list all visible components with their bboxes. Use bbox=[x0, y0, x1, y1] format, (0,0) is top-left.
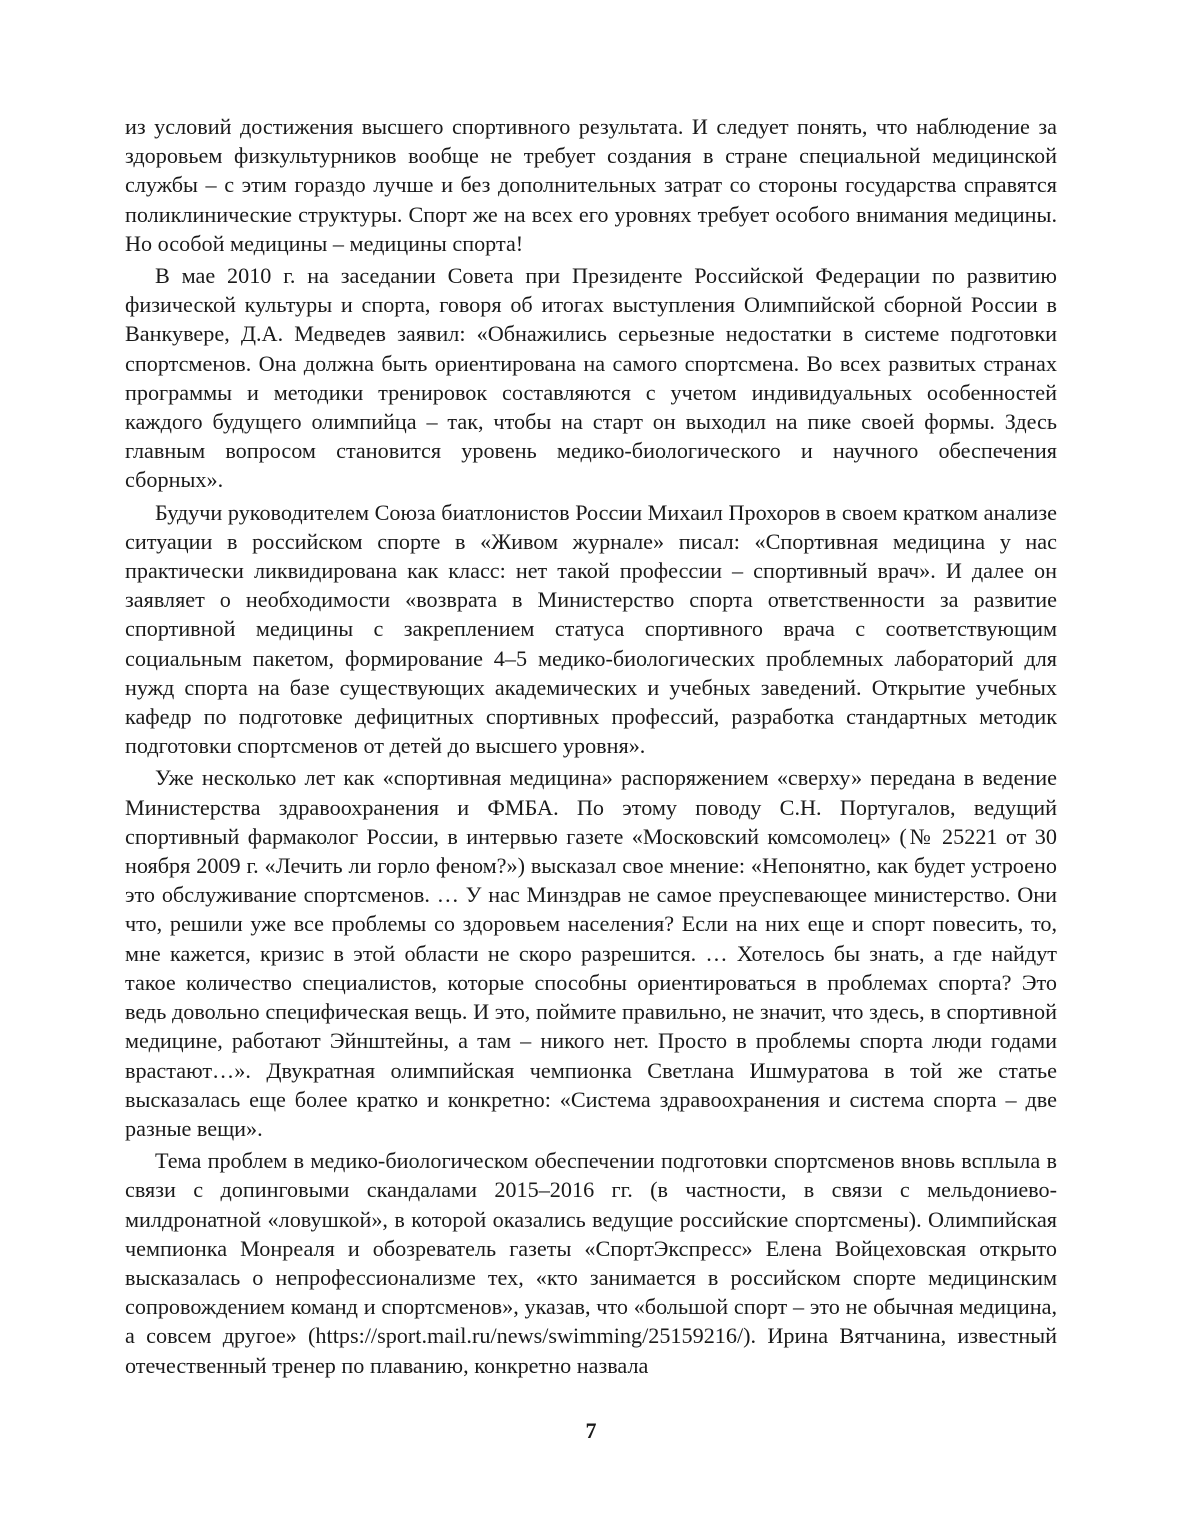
page-number: 7 bbox=[585, 1418, 597, 1443]
body-text bbox=[125, 112, 1057, 1383]
paragraph-1: из условий достижения высшего спортивного результата. И следует понять, что наблюдение за здоровьем физкультурников вообще не требует создания в стране специальной медицинской службы – с этим гораздо лучше и без дополнительных затрат со стороны государства справятся поликлинические структуры. Спорт же на всех его уровнях требует особого внимания медицины. Но особой медицины – медицины спорта! bbox=[125, 114, 1057, 256]
paragraph-4: Уже несколько лет как «спортивная медицина» распоряжением «сверху» передана в ведение Министерства здравоохранения и ФМБА. По этому поводу С.Н. Португалов, ведущий спортивный фармаколог России, в интервью газете «Московский комсомолец» (№ 25221 от 30 ноября 2009 г. «Лечить ли горло феном?») высказал свое мнение: «Непонятно, как будет устроено это обслуживание спортсменов. … У нас Минздрав не самое преуспевающее министерство. Они что, решили уже все проблемы со здоровьем населения? Если на них еще и спорт повесить, то, мне кажется, кризис в этой области не скоро разрешится. … Хотелось бы знать, а где найдут такое количество специалистов, которые способны ориентироваться в проблемах спорта? Это ведь довольно специфическая вещь. И это, поймите правильно, не значит, что здесь, в спортивной медицине, работают Эйнштейны, а там – никого нет. Просто в проблемы спорта люди годами врастают…». Двукратная олимпийская чемпионка Светлана Ишмуратова в той же статье высказалась еще более кратко и конкретно: «Система здравоохранения и система спорта – две разные вещи». bbox=[125, 765, 1057, 1141]
paragraph-5: Тема проблем в медико-биологическом обеспечении подготовки спортсменов вновь всплыла в связи с допинговыми скандалами 2015–2016 гг. (в частности, в связи с мельдониево-милдронатной «ловушкой», в которой оказались ведущие российские спортсмены). Олимпийская чемпионка Монреаля и обозреватель газеты «СпортЭкспресс» Елена Войцеховская открыто высказалась о непрофессионализме тех, «кто занимается в российском спорте медицинским сопровождением команд и спортсменов», указав, что «большой спорт – это не обычная медицина, а совсем другое» (https://sport.mail.ru/news/swimming/25159216/). Ирина Вятчанина, известный отечественный тренер по плаванию, конкретно назвала bbox=[125, 1148, 1057, 1378]
paragraph-2: В мае 2010 г. на заседании Совета при Президенте Российской Федерации по развитию физической культуры и спорта, говоря об итогах выступления Олимпийской сборной России в Ванкувере, Д.А. Медведев заявил: «Обнажились серьезные недостатки в системе подготовки спортсменов. Она должна быть ориентирована на самого спортсмена. Во всех развитых странах программы и методики тренировок составляются с учетом индивидуальных особенностей каждого будущего олимпийца – так, чтобы на старт он выходил на пике своей формы. Здесь главным вопросом становится уровень медико-биологического и научного обеспечения сборных». bbox=[125, 263, 1057, 493]
paragraph-3: Будучи руководителем Союза биатлонистов России Михаил Прохоров в своем кратком анализе ситуации в российском спорте в «Живом журнале» писал: «Спортивная медицина у нас практически ликвидирована как класс: нет такой профессии – спортивный врач». И далее он заявляет о необходимости «возврата в Министерство спорта ответственности за развитие спортивной медицины с закреплением статуса спортивного врача с соответствующим социальным пакетом, формирование 4–5 медико-биологических проблемных лабораторий для нужд спорта на базе существующих академических и учебных заведений. Открытие учебных кафедр по подготовке дефицитных спортивных профессий, разработка стандартных методик подготовки спортсменов от детей до высшего уровня». bbox=[125, 499, 1057, 759]
